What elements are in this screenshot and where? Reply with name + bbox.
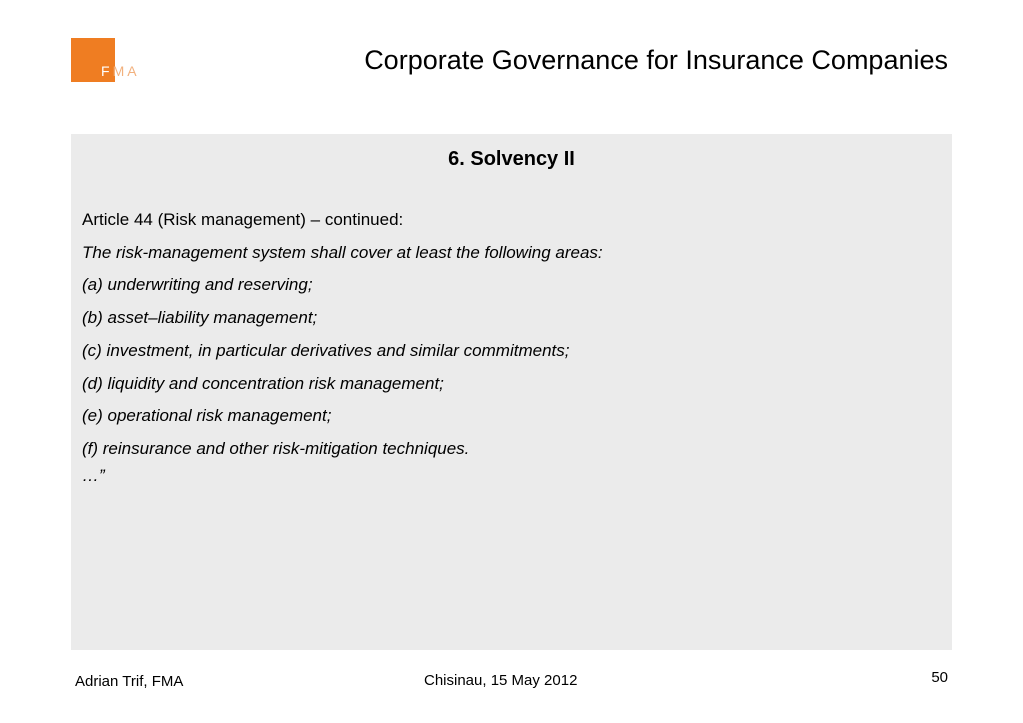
list-item: (e) operational risk management; — [82, 406, 332, 426]
logo-letter-f: F — [101, 63, 113, 79]
section-heading: 6. Solvency II — [448, 148, 575, 170]
list-item: (f) reinsurance and other risk-mitigation techniques. — [82, 438, 470, 458]
list-item: (a) underwriting and reserving; — [82, 275, 313, 295]
quote-ellipsis: …” — [82, 465, 105, 485]
footer-place-date: Chisinau, 15 May 2012 — [424, 672, 578, 689]
content-box — [71, 134, 952, 650]
list-item: (b) asset–liability management; — [82, 308, 318, 328]
fma-logo — [71, 38, 161, 84]
slide-title: Corporate Governance for Insurance Companies — [364, 45, 948, 75]
list-item: (d) liquidity and concentration risk management; — [82, 373, 444, 393]
logo-letters-ma: MA — [112, 63, 140, 79]
list-item: (c) investment, in particular derivatives and similar commitments; — [82, 340, 570, 360]
logo-text — [101, 63, 140, 79]
article-intro: Article 44 (Risk management) – continued: — [82, 210, 404, 229]
body-text — [82, 204, 603, 486]
footer-author: Adrian Trif, FMA — [75, 673, 184, 690]
page-number: 50 — [931, 669, 948, 686]
quote-lead: The risk-management system shall cover at least the following areas: — [82, 242, 603, 262]
